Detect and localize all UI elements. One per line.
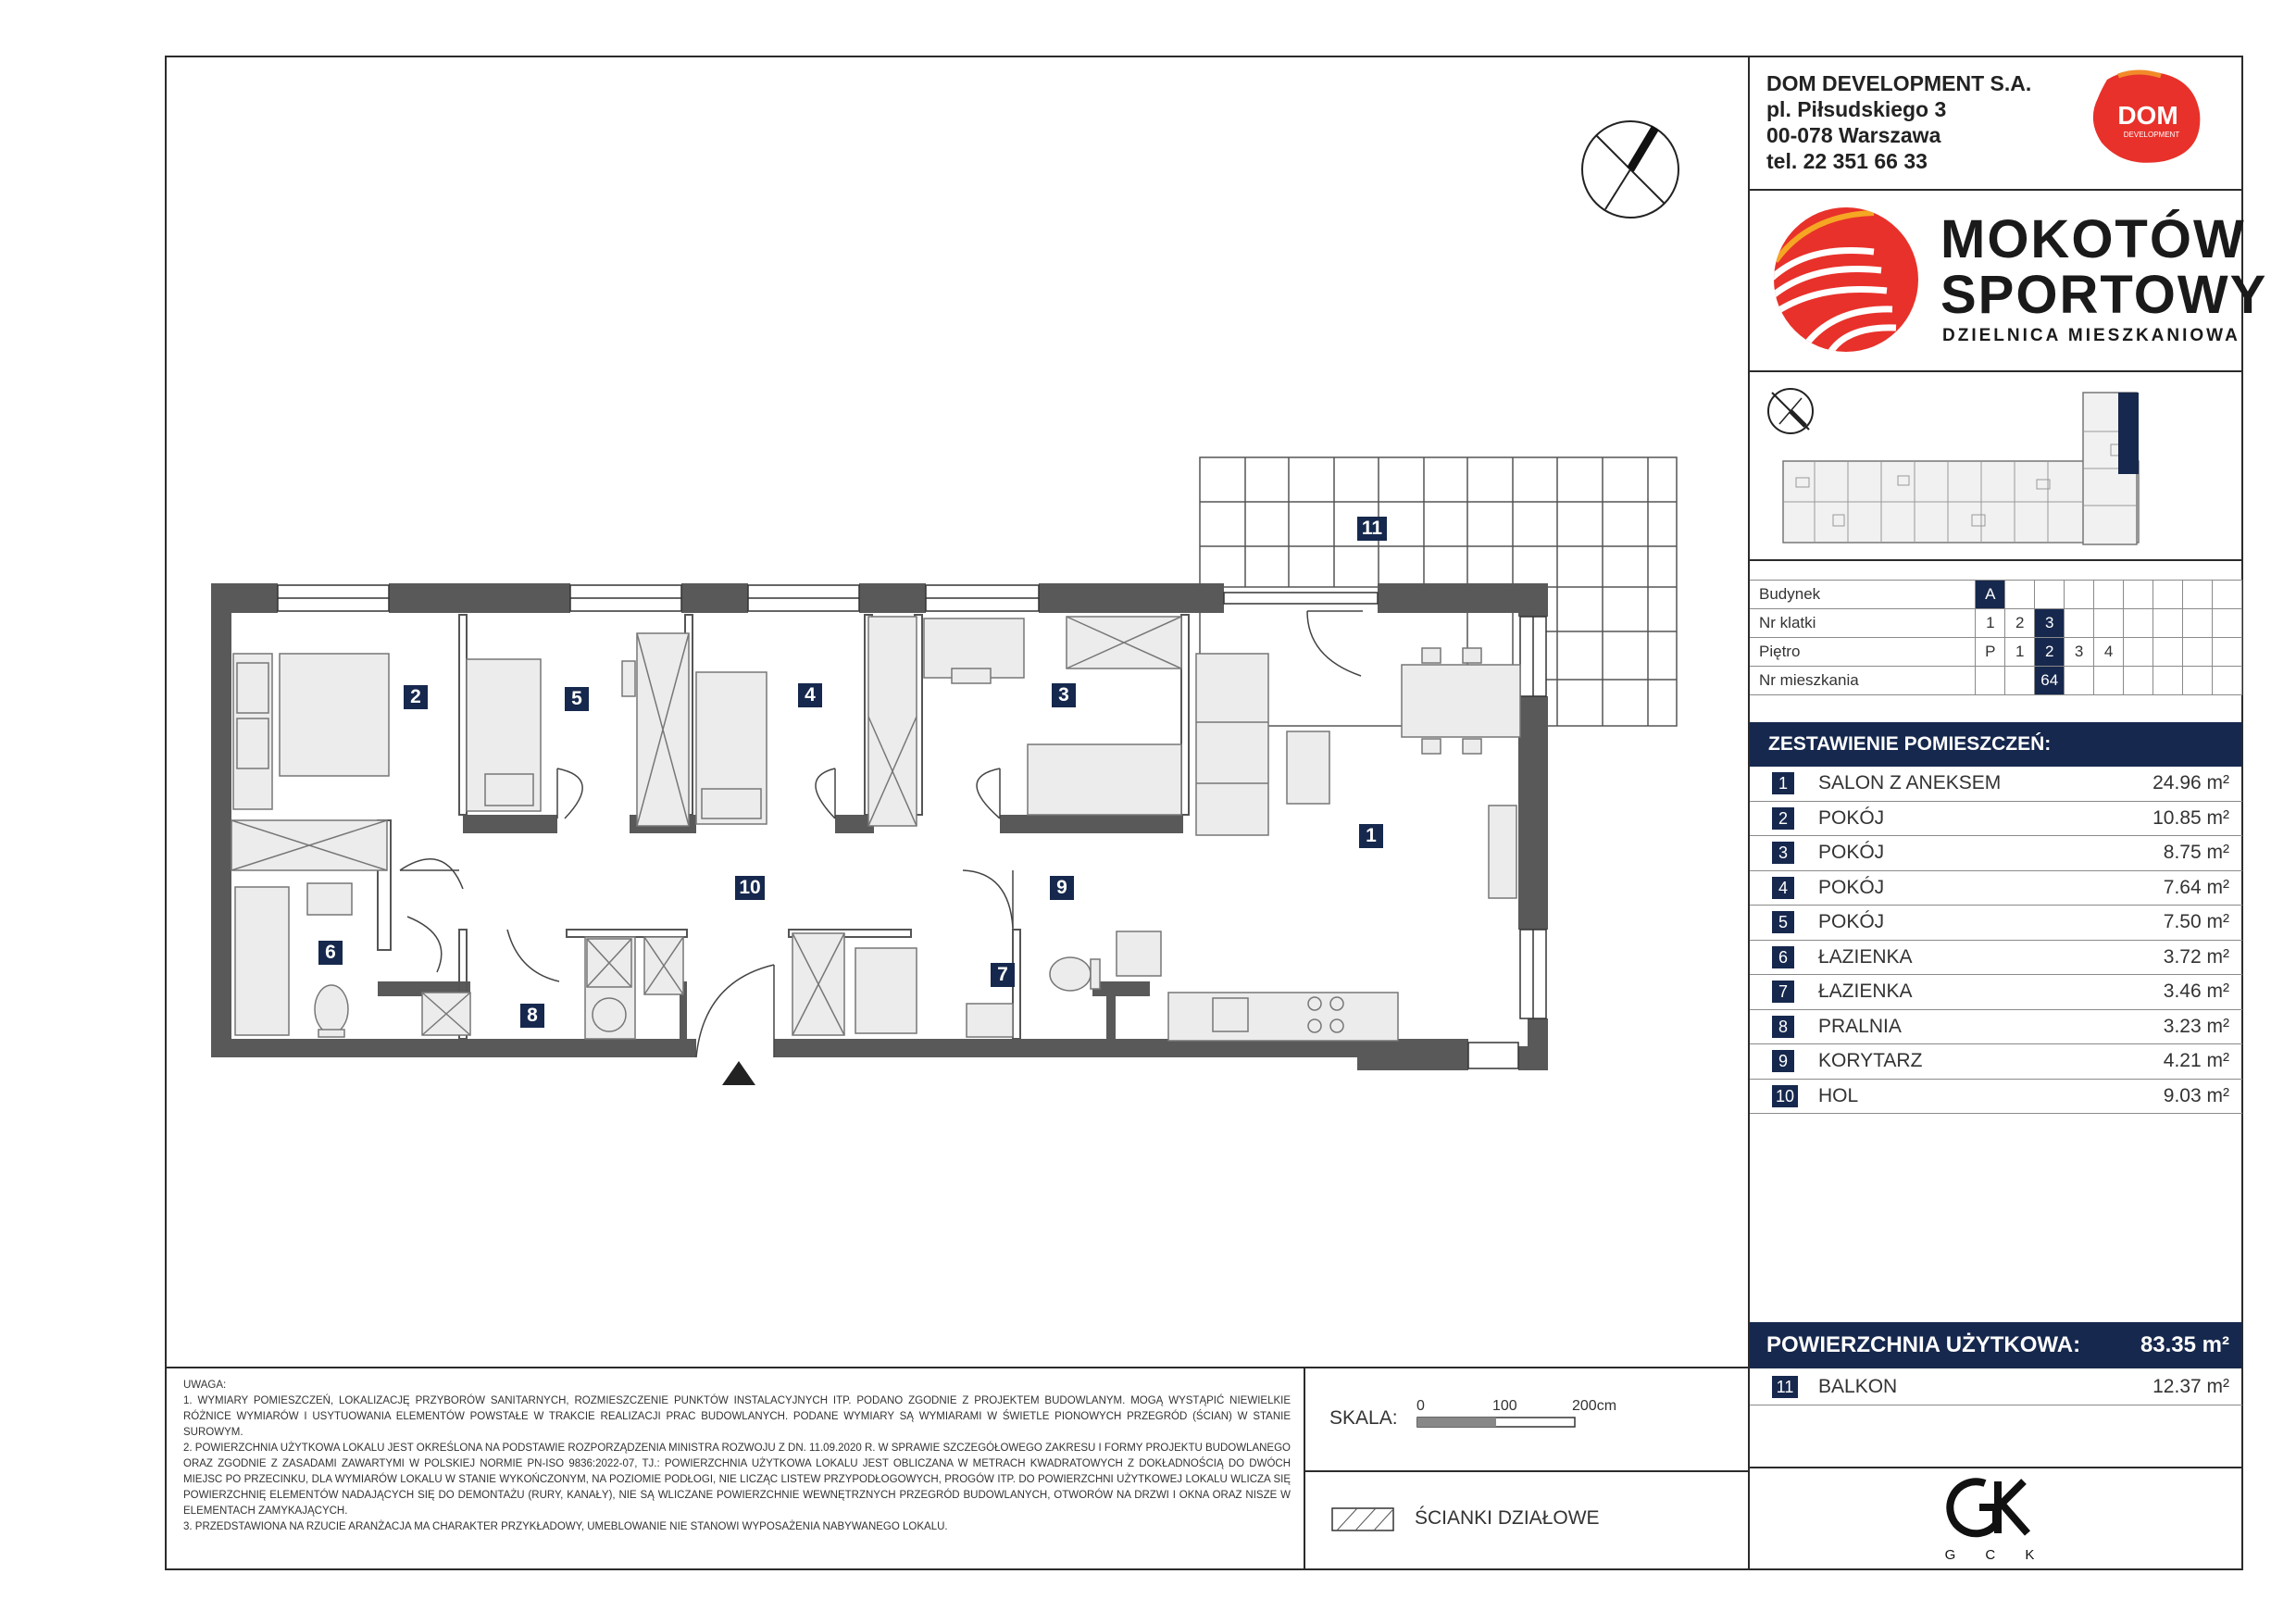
room-number: 5 (1772, 911, 1794, 933)
furniture (231, 617, 1520, 1041)
notes-divider (165, 1367, 1749, 1368)
balcony-area: 12.37 m² (2152, 1376, 2229, 1397)
building-label: Budynek (1750, 581, 1976, 609)
floor-option-selected: 2 (2035, 638, 2065, 667)
total-area-bar (1750, 1322, 2242, 1368)
room-number: 10 (1772, 1085, 1798, 1107)
room-row (1750, 906, 2242, 941)
room-row (1750, 1080, 2242, 1115)
room-area: 3.23 m² (2163, 1015, 2229, 1037)
room-area: 3.46 m² (2163, 981, 2229, 1002)
sidebar-line-1 (1748, 189, 2243, 191)
room-area: 4.21 m² (2163, 1050, 2229, 1071)
room-number: 1 (1772, 772, 1794, 794)
project-subtitle: DZIELNICA MIESZKANIOWA (1942, 326, 2240, 345)
plan-room-tag-7: 7 (991, 963, 1015, 987)
floor-option: 4 (2094, 638, 2124, 667)
dom-logo-main: DOM (2117, 101, 2178, 130)
dom-development-logo (2090, 67, 2205, 167)
room-name: POKÓJ (1818, 842, 1885, 863)
room-name: POKÓJ (1818, 911, 1885, 932)
dom-logo-sub: DEVELOPMENT (2123, 131, 2180, 139)
plan-room-tag-6: 6 (318, 941, 343, 965)
room-name: KORYTARZ (1818, 1050, 1923, 1071)
plan-room-tag-8: 8 (520, 1004, 544, 1028)
room-number: 4 (1772, 877, 1794, 899)
scale-tick: 0 (1416, 1398, 1425, 1414)
sidebar-line-4 (1748, 1467, 2243, 1468)
partition-wall-legend-label: ŚCIANKI DZIAŁOWE (1415, 1507, 1600, 1529)
room-row (1750, 941, 2242, 976)
room-row (1750, 836, 2242, 871)
balcony-row (1750, 1370, 2242, 1405)
plan-room-tag-1: 1 (1359, 824, 1383, 848)
balcony-number: 11 (1772, 1376, 1798, 1398)
floor-plan (204, 444, 1703, 1111)
scale-divider (1304, 1367, 1305, 1570)
note-item: 3. PRZEDSTAWIONA NA RZUCIE ARANŻACJA MA CHARAKTER PRZYKŁADOWY, UMEBLOWANIE NIE STANOWI WYPOSAŻENIA NABYWANEGO LOKALU. (183, 1521, 948, 1532)
floor-label: Piętro (1750, 638, 1976, 667)
project-name-line1: MOKOTÓW (1940, 209, 2246, 269)
room-name: HOL (1818, 1084, 1859, 1106)
plan-room-tag-11: 11 (1357, 517, 1387, 541)
building-value: A (1976, 581, 2005, 609)
floor-option: 1 (2005, 638, 2035, 667)
company-street: pl. Piłsudskiego 3 (1766, 97, 1947, 121)
room-number: 8 (1772, 1016, 1794, 1038)
room-number: 2 (1772, 807, 1794, 830)
note-item: 2. POWIERZCHNIA UŻYTKOWA LOKALU JEST OKREŚLONA NA PODSTAWIE ROZPORZĄDZENIA MINISTRA ROZWOJU Z DN. 11.09.2020 R. W SPRAWIE SZCZEGÓŁOWEGO ZAKRESU I FORMY PROJEKTU BUDOWLANEGO ORAZ ZGODNIE Z ZASADAMI ZAWARTYMI W POLSKIEJ NORMIE PN-ISO 9836:2022-07, TJ.: POWIERZCHNIA UŻYTKOWA LOKALU JEST OBLICZANA W METRACH KWADRATOWYCH Z DOKŁADNOŚCIĄ DO DWÓCH MIEJSC PO PRZECINKU, DLA WYMIARÓW LOKALU W STANIE WYKOŃCZONYM, NA POZIOMIE PODŁOGI, NIE LICZĄC LISTEW PRZYPODŁOGOWYCH, PROGÓW ITP. DO POWIERZCHNI UŻYTKOWEJ LOKALU WLICZA SIĘ POWIERZCHNIĘ ELEMENTÓW NADAJĄCYCH SIĘ DO DEMONTAŻU (RURY, KANAŁY), NIE SĄ WLICZANE POWIERZCHNIE WEWNĘTRZNYCH PRZEGRÓD BUDOWLANYCH, OTWORÓW NA DRZWI I OKNA ORAZ NISZE W ELEMENTACH ZAMYKAJĄCYCH. (183, 1443, 1291, 1517)
stair-option: 1 (1976, 609, 2005, 638)
interior-walls (378, 815, 1183, 1039)
summary-header-text: ZESTAWIENIE POMIESZCZEŃ: (1768, 733, 2052, 755)
room-name: POKÓJ (1818, 876, 1885, 898)
sidebar-line-3 (1748, 559, 2243, 561)
scale-bar (1416, 1417, 1576, 1428)
room-number: 7 (1772, 981, 1794, 1003)
room-number: 3 (1772, 842, 1794, 864)
floor-option: 3 (2065, 638, 2094, 667)
company-phone: tel. 22 351 66 33 (1766, 149, 1928, 173)
room-number: 6 (1772, 946, 1794, 968)
room-row (1750, 975, 2242, 1010)
room-row (1750, 767, 2242, 802)
plan-room-tag-10: 10 (735, 876, 765, 900)
room-area: 7.50 m² (2163, 911, 2229, 932)
room-row (1750, 1010, 2242, 1045)
plan-room-tag-4: 4 (798, 683, 822, 707)
room-name: ŁAZIENKA (1818, 981, 1913, 1002)
note-item: 1. WYMIARY POMIESZCZEŃ, LOKALIZACJĘ PRZYBORÓW SANITARNYCH, ROZMIESZCZENIE PUNKTÓW INSTALACYJNYCH ITP. PODANO ZGODNIE Z PROJEKTEM BUDOWLANYM. MOGĄ WYSTĄPIĆ NIEWIELKIE RÓŻNICE WYMIARÓW I USYTUOWANIA ELEMENTÓW POWSTAŁE W TRAKCIE REALIZACJI PRAC BUDOWLANYCH. PODANE WYMIARY SĄ WYMIARAMI W ŚWIETLE PIONOWYCH PRZEGRÓD (ŚCIAN) W STANIE SUROWYM. (183, 1395, 1291, 1438)
room-row (1750, 871, 2242, 906)
balcony-name: BALKON (1818, 1376, 1898, 1397)
room-name: SALON Z ANEKSEM (1818, 772, 2002, 793)
building-key-plan (1759, 376, 2203, 557)
room-area: 10.85 m² (2152, 806, 2229, 829)
notes-block (183, 1378, 1291, 1535)
north-arrow-icon (1578, 117, 1683, 222)
plan-room-tag-3: 3 (1052, 683, 1076, 707)
partition-wall-legend-swatch (1331, 1507, 1394, 1531)
room-name: POKÓJ (1818, 806, 1885, 829)
plan-room-tag-9: 9 (1050, 876, 1074, 900)
stair-option-selected: 3 (2035, 609, 2065, 638)
room-area: 7.64 m² (2163, 876, 2229, 898)
room-list (1750, 767, 2242, 1114)
notes-title: UWAGA: (183, 1380, 227, 1391)
room-number: 9 (1772, 1050, 1794, 1072)
room-name: PRALNIA (1818, 1015, 1902, 1037)
project-name-line2: SPORTOWY (1940, 265, 2268, 325)
company-name: DOM DEVELOPMENT S.A. (1766, 71, 2032, 95)
scale-tick: 100 (1492, 1398, 1517, 1414)
stair-label: Nr klatki (1750, 609, 1976, 638)
company-city: 00-078 Warszawa (1766, 123, 1941, 147)
scale-label: SKALA: (1329, 1407, 1398, 1429)
summary-header (1750, 722, 2242, 767)
stair-row (1750, 609, 2242, 638)
room-row (1750, 802, 2242, 837)
room-row (1750, 1044, 2242, 1080)
room-area: 9.03 m² (2163, 1084, 2229, 1106)
room-area: 3.72 m² (2163, 945, 2229, 968)
floor-option: P (1976, 638, 2005, 667)
mokotow-sportowy-logo-mark (1772, 206, 1920, 354)
room-name: ŁAZIENKA (1818, 945, 1913, 968)
company-address (1766, 70, 2031, 174)
gck-logo (1940, 1476, 2052, 1565)
plan-room-tag-2: 2 (404, 685, 428, 709)
gck-letters: G C K (1944, 1547, 2048, 1563)
entrance-marker (722, 1061, 755, 1085)
sidebar-line-2 (1748, 370, 2243, 372)
building-row (1750, 581, 2242, 609)
total-area-value: 83.35 m² (2140, 1332, 2229, 1357)
total-area-label: POWIERZCHNIA UŻYTKOWA: (1766, 1332, 2081, 1357)
room-area: 8.75 m² (2163, 842, 2229, 863)
plan-room-tag-5: 5 (565, 687, 589, 711)
unit-label: Nr mieszkania (1750, 667, 1976, 695)
scale-tick: 200cm (1572, 1398, 1617, 1414)
room-area: 24.96 m² (2152, 772, 2229, 793)
unit-info-table (1750, 580, 2242, 695)
floor-row (1750, 638, 2242, 667)
stair-option: 2 (2005, 609, 2035, 638)
key-plan-compass (1768, 389, 1813, 433)
scale-legend-divider (1304, 1470, 1749, 1472)
unit-row (1750, 667, 2242, 695)
unit-number: 64 (2035, 667, 2065, 695)
